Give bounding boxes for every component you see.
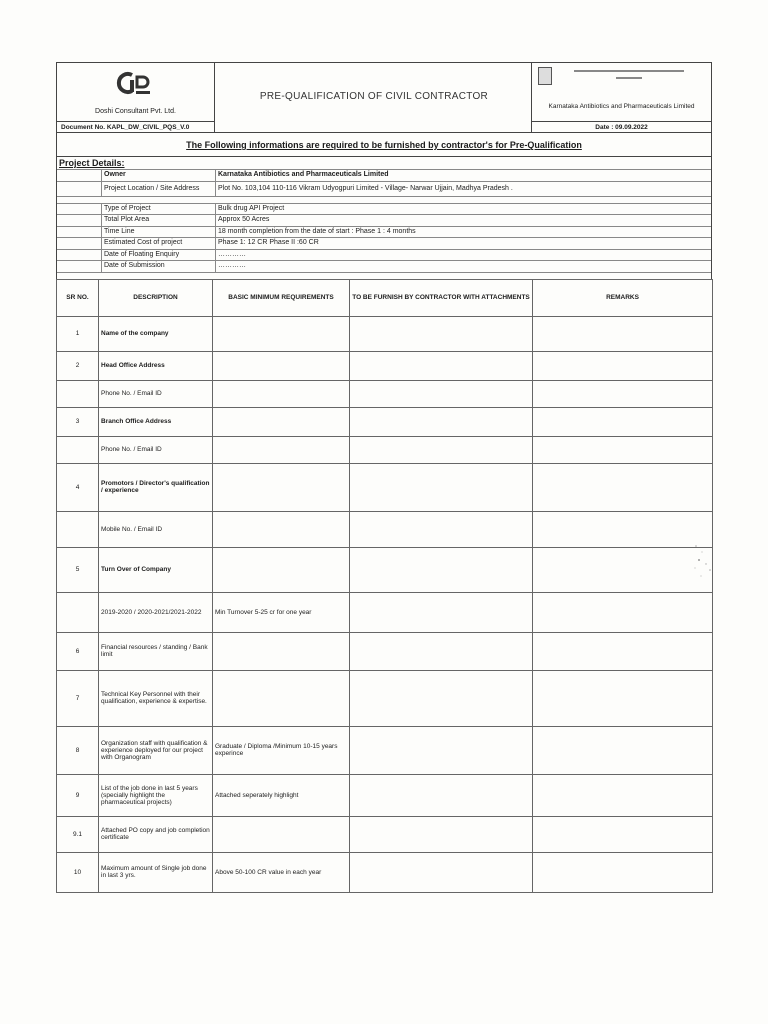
remarks-cell[interactable] — [533, 463, 713, 511]
remarks-cell[interactable] — [533, 774, 713, 816]
table-row: Mobile No. / Email ID — [57, 511, 713, 547]
furnish-cell[interactable] — [350, 463, 533, 511]
table-row: 2019-2020 / 2020-2021/2021-2022 Min Turnover 5-25 cr for one year — [57, 592, 713, 632]
table-row: 9.1 Attached PO copy and job completion certificate — [57, 816, 713, 852]
project-row: Type of Project Bulk drug API Project — [57, 203, 711, 215]
furnish-cell[interactable] — [350, 436, 533, 463]
furnish-cell[interactable] — [350, 852, 533, 892]
table-row: 3 Branch Office Address — [57, 407, 713, 436]
furnish-cell[interactable] — [350, 351, 533, 380]
remarks-cell[interactable] — [533, 592, 713, 632]
consultant-logo — [116, 71, 156, 97]
remarks-cell[interactable] — [533, 547, 713, 592]
client-logo-row — [532, 63, 711, 101]
project-row: Time Line 18 month completion from the date of start : Phase 1 : 4 months — [57, 226, 711, 238]
document-date: Date : 09.09.2022 — [532, 121, 711, 133]
furnish-cell[interactable] — [350, 511, 533, 547]
table-row: Phone No. / Email ID — [57, 436, 713, 463]
furnish-cell[interactable] — [350, 592, 533, 632]
table-row: 1 Name of the company — [57, 316, 713, 351]
table-row: 6 Financial resources / standing / Bank limit — [57, 632, 713, 670]
consultant-name: Doshi Consultant Pvt. Ltd. — [95, 108, 176, 115]
project-row-spacer — [57, 272, 711, 279]
remarks-cell[interactable] — [533, 670, 713, 726]
consultant-logo-cell — [57, 63, 215, 133]
table-row: 7 Technical Key Personnel with their qualification, experience & expertise. — [57, 670, 713, 726]
project-row: Estimated Cost of project Phase 1: 12 CR Phase II :60 CR — [57, 237, 711, 249]
table-row: 8 Organization staff with qualification & experience deployed for our project with Organogram Graduate / Diploma /Minimum 10-15 years experince — [57, 726, 713, 774]
table-row: Phone No. / Email ID — [57, 380, 713, 407]
table-header-row — [57, 279, 713, 316]
client-name: Karnataka Antibiotics and Pharmaceuticals Limited — [548, 103, 695, 110]
remarks-cell[interactable] — [533, 380, 713, 407]
furnish-cell[interactable] — [350, 774, 533, 816]
furnish-cell[interactable] — [350, 816, 533, 852]
remarks-cell[interactable] — [533, 511, 713, 547]
furnish-cell[interactable] — [350, 632, 533, 670]
remarks-cell[interactable] — [533, 316, 713, 351]
client-cell — [531, 63, 711, 133]
remarks-cell[interactable] — [533, 852, 713, 892]
scan-artifact — [690, 540, 720, 585]
furnish-cell[interactable] — [350, 547, 533, 592]
col-header-contractor-furnish: TO BE FURNISH BY CONTRACTOR WITH ATTACHMENTS — [350, 279, 533, 316]
furnish-cell[interactable] — [350, 380, 533, 407]
project-row: Date of Floating Enquiry ………… — [57, 249, 711, 261]
document-header — [56, 62, 712, 132]
document-page — [56, 62, 712, 893]
table-row: 5 Turn Over of Company — [57, 547, 713, 592]
table-row: 9 List of the job done in last 5 years (specially highlight the pharmaceutical projects) Attached seperately highlight — [57, 774, 713, 816]
table-row: 2 Head Office Address — [57, 351, 713, 380]
table-row: 10 Maximum amount of Single job done in last 3 yrs. Above 50-100 CR value in each year — [57, 852, 713, 892]
furnish-cell[interactable] — [350, 726, 533, 774]
project-row: Date of Submission ………… — [57, 260, 711, 272]
table-row: 4 Promotors / Director's qualification / experience — [57, 463, 713, 511]
col-header-description: DESCRIPTION — [99, 279, 213, 316]
document-title: PRE-QUALIFICATION OF CIVIL CONTRACTOR — [259, 91, 489, 102]
project-row: Total Plot Area Approx 50 Acres — [57, 214, 711, 226]
col-header-basic-requirements: BASIC MINIMUM REQUIREMENTS — [213, 279, 350, 316]
furnish-cell[interactable] — [350, 316, 533, 351]
project-row: Owner Karnataka Antibiotics and Pharmaceuticals Limited — [57, 169, 711, 181]
col-header-sr-no: SR NO. — [57, 279, 99, 316]
remarks-cell[interactable] — [533, 351, 713, 380]
col-header-remarks: REMARKS — [533, 279, 713, 316]
client-seal-icon — [538, 67, 552, 85]
furnish-cell[interactable] — [350, 670, 533, 726]
prequalification-table — [56, 279, 713, 893]
remarks-cell[interactable] — [533, 726, 713, 774]
project-details — [56, 156, 712, 279]
remarks-cell[interactable] — [533, 436, 713, 463]
project-details-heading: Project Details: — [59, 158, 125, 168]
remarks-cell[interactable] — [533, 407, 713, 436]
instruction-banner: The Following informations are required to be furnished by contractor's for Pre-Qualification — [56, 132, 712, 156]
project-row-spacer — [57, 196, 711, 203]
remarks-cell[interactable] — [533, 632, 713, 670]
remarks-cell[interactable] — [533, 816, 713, 852]
client-letterhead-text — [556, 69, 702, 83]
project-row: Project Location / Site Address Plot No. 103,104 110-116 Vikram Udyogpuri Limited - Village- Narwar Ujjain, Madhya Pradesh . — [57, 181, 711, 196]
document-number: Document No. KAPL_DW_CIVIL_PQS_V.0 — [57, 121, 214, 133]
furnish-cell[interactable] — [350, 407, 533, 436]
